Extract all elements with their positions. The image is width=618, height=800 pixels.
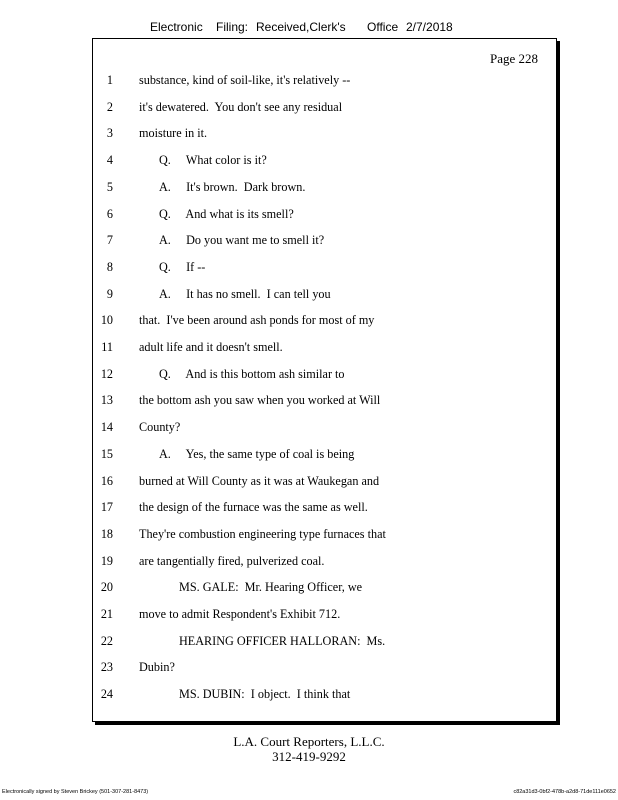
transcript-page bbox=[92, 38, 557, 722]
transcript-line bbox=[93, 340, 553, 358]
signature-note: Electronically signed by Steven Brickey (501-307-281-8473) bbox=[2, 789, 149, 795]
transcript-line bbox=[93, 393, 553, 411]
line-number: 9 bbox=[106, 286, 113, 301]
header-filing: Filing: bbox=[216, 20, 249, 34]
transcript-line bbox=[93, 153, 553, 171]
transcript-line bbox=[93, 100, 553, 118]
line-number: 11 bbox=[101, 340, 113, 354]
line-text: moisture in it. bbox=[139, 126, 208, 141]
line-number: 23 bbox=[100, 660, 113, 675]
line-number: 4 bbox=[106, 153, 113, 168]
transcript-line bbox=[93, 313, 553, 331]
line-text: move to admit Respondent's Exhibit 712. bbox=[139, 607, 341, 621]
line-number: 12 bbox=[100, 366, 113, 381]
transcript-line bbox=[93, 554, 553, 572]
line-text: it's dewatered. You don't see any residual bbox=[139, 99, 343, 114]
header-electronic: Electronic bbox=[150, 20, 203, 34]
line-text: County? bbox=[139, 420, 181, 435]
line-number: 1 bbox=[106, 73, 113, 87]
transcript-line bbox=[93, 660, 553, 678]
transcript-line bbox=[93, 126, 553, 144]
transcript-line bbox=[93, 420, 553, 438]
line-text: A. It's brown. Dark brown. bbox=[159, 179, 306, 194]
line-number: 8 bbox=[106, 259, 113, 274]
line-number: 6 bbox=[106, 206, 113, 221]
document-hash: c82a31d3-0bf2-478b-a2d8-71de111e0652 bbox=[513, 789, 616, 795]
line-number: 16 bbox=[100, 473, 113, 488]
line-text: adult life and it doesn't smell. bbox=[139, 340, 283, 354]
transcript-line bbox=[93, 207, 553, 225]
transcript-line bbox=[93, 260, 553, 278]
line-text: A. Do you want me to smell it? bbox=[159, 233, 325, 248]
line-text: MS. GALE: Mr. Hearing Officer, we bbox=[179, 580, 363, 595]
line-text: A. Yes, the same type of coal is being bbox=[159, 446, 355, 461]
line-text: burned at Will County as it was at Waukegan and bbox=[139, 473, 380, 488]
line-text: the bottom ash you saw when you worked at Will bbox=[139, 393, 381, 408]
transcript-line bbox=[93, 634, 553, 652]
line-text: HEARING OFFICER HALLORAN: Ms. bbox=[179, 633, 386, 648]
line-number: 2 bbox=[106, 99, 113, 114]
line-number: 18 bbox=[100, 526, 113, 541]
line-text: A. It has no smell. I can tell you bbox=[159, 286, 331, 301]
line-number: 13 bbox=[100, 393, 113, 408]
line-number: 19 bbox=[100, 553, 113, 568]
transcript-line bbox=[93, 287, 553, 305]
transcript-line bbox=[93, 233, 553, 251]
line-number: 24 bbox=[100, 687, 113, 702]
line-text: that. I've been around ash ponds for most of my bbox=[139, 313, 375, 328]
line-text: They're combustion engineering type furnaces that bbox=[139, 526, 386, 541]
line-number: 22 bbox=[100, 633, 113, 648]
transcript-line bbox=[93, 687, 553, 705]
line-number: 14 bbox=[100, 420, 113, 435]
header-office: Office bbox=[367, 20, 399, 34]
header-received: Received,Clerk's bbox=[256, 20, 346, 34]
transcript-line bbox=[93, 180, 553, 198]
line-number: 10 bbox=[100, 313, 113, 328]
transcript-line bbox=[93, 73, 553, 91]
line-number: 15 bbox=[100, 446, 113, 461]
line-text: are tangentially fired, pulverized coal. bbox=[139, 553, 325, 568]
transcript-line bbox=[93, 527, 553, 545]
line-number: 5 bbox=[106, 179, 113, 194]
line-number: 7 bbox=[106, 233, 113, 248]
transcript-line bbox=[93, 474, 553, 492]
filing-header bbox=[0, 20, 618, 36]
header-date: 2/7/2018 bbox=[406, 20, 453, 34]
line-text: Q. If -- bbox=[159, 259, 206, 274]
transcript-line bbox=[93, 447, 553, 465]
line-text: Q. And is this bottom ash similar to bbox=[159, 366, 345, 381]
transcript-line bbox=[93, 500, 553, 518]
line-number: 3 bbox=[106, 126, 113, 141]
line-text: Q. And what is its smell? bbox=[159, 206, 294, 221]
line-text: MS. DUBIN: I object. I think that bbox=[179, 687, 351, 702]
footer-phone: 312-419-9292 bbox=[272, 749, 346, 764]
line-text: substance, kind of soil-like, it's relatively -- bbox=[139, 73, 351, 87]
page-number: Page 228 bbox=[489, 51, 538, 66]
line-text: Q. What color is it? bbox=[159, 153, 267, 168]
transcript-line bbox=[93, 580, 553, 598]
line-number: 21 bbox=[100, 607, 113, 621]
transcript-line bbox=[93, 367, 553, 385]
footer-company: L.A. Court Reporters, L.L.C. bbox=[233, 734, 385, 749]
line-text: the design of the furnace was the same as well. bbox=[139, 500, 368, 515]
line-number: 17 bbox=[100, 500, 113, 515]
transcript-line bbox=[93, 607, 553, 625]
line-number: 20 bbox=[100, 580, 113, 595]
line-text: Dubin? bbox=[139, 660, 175, 675]
